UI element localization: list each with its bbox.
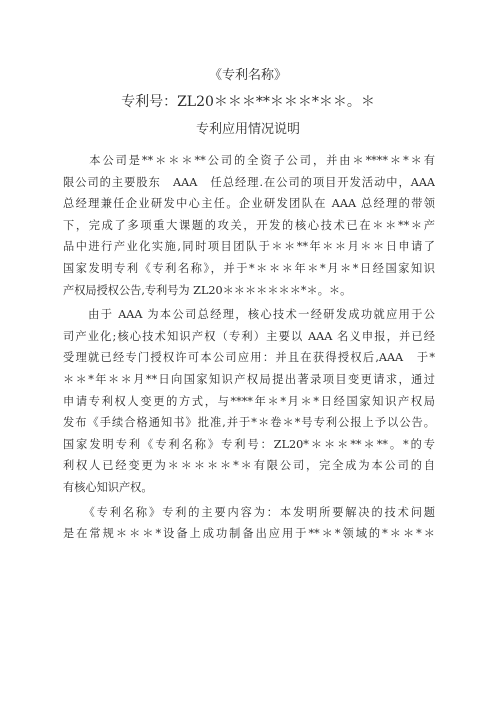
body-line: 司产业化;核心技术知识产权（专利）主要以 AAA 名义申报，并已经 [63, 329, 435, 343]
body-line: 《专利名称》专利的主要内容为：本发明所要解决的技术问题 [63, 505, 435, 519]
body-line: 产权局授权公告,专利号为 ZL20＊＊＊＊＊＊＊*＊。＊。 [63, 283, 352, 297]
body-line: 利权人已经变更为＊＊＊＊＊*＊有限公司，完全成为本公司的自 [63, 459, 435, 473]
body-line: ＊＊*年＊＊月**日向国家知识产权局提出著录项目变更请求，通过 [63, 372, 435, 386]
body-line: 本公司是**＊＊＊**公司的全资子公司，并由＊****＊*＊有 [63, 154, 435, 167]
body-line: 申请专利权人变更的方式，与****年＊*月＊*日经国家知识产权局 [63, 394, 435, 408]
body-line: 总经理兼任企业研发中心主任。企业研发团队在 AAA 总经理的带领 [63, 197, 435, 211]
document-body [63, 150, 435, 545]
patent-title: 《专利名称》 [208, 68, 287, 83]
document-subtitle: 专利应用情况说明 [195, 122, 300, 137]
body-line: 国家发明专利《专利名称》，并于*＊＊＊年＊*月＊*日经国家知识 [63, 261, 435, 275]
body-line: 品中进行产业化实施,同时项目团队于＊＊**年＊＊月＊＊日申请了 [63, 240, 435, 254]
patent-number: 专利号：ZL20＊＊＊**＊＊＊*＊＊。＊ [121, 94, 375, 110]
body-line: 发布《手续合格通知书》批准,并于*＊卷＊*号专利公报上予以公告。 [63, 416, 435, 430]
body-line: 由于 AAA 为本公司总经理，核心技术一经研发成功就应用于公 [63, 308, 435, 322]
body-line: 限公司的主要股东 AAA 任总经理.在公司的项目开发活动中，AAA [63, 175, 435, 189]
body-line: 下，完成了多项重大课题的攻关，开发的核心技术已在＊＊**＊产 [63, 218, 435, 232]
body-line: 国家发明专利《专利名称》专利号：ZL20*＊＊＊**＊**。*的专 [63, 437, 435, 451]
body-line: 是在常规＊＊＊*设备上成功制备出应用于**＊*领域的*＊＊*＊ [63, 527, 435, 541]
body-line: 受理就已经专门授权许可本公司应用：并且在获得授权后,AAA 于* [63, 351, 435, 365]
body-line: 有核心知识产权。 [63, 480, 153, 494]
